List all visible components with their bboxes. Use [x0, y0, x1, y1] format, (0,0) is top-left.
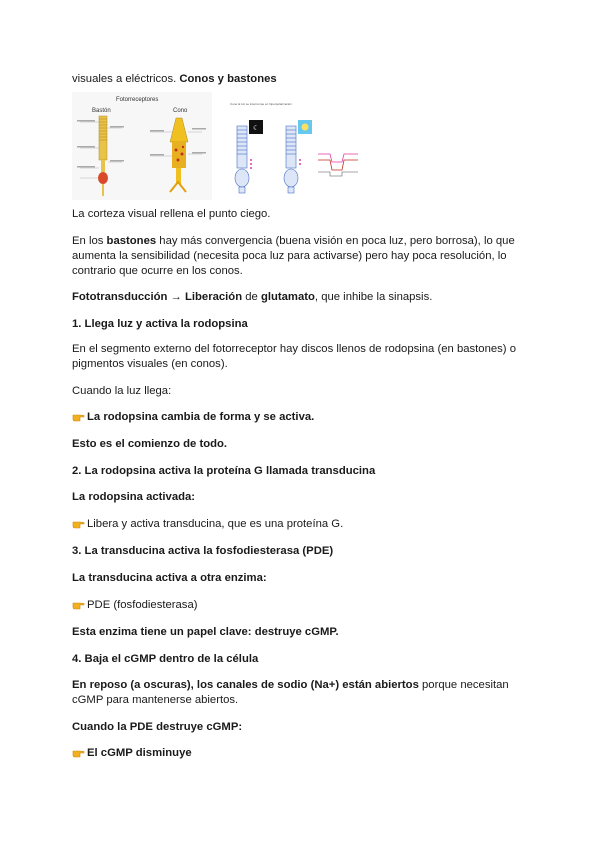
rods-post: hay más convergencia (buena visión en poca luz, pero borrosa), lo que aumenta la sensibilidad (necesita poca luz para activarse) pero hay poca resolución, lo contrario que ocurre en los conos. — [72, 235, 515, 277]
svg-text:☾: ☾ — [253, 124, 260, 132]
when-light-paragraph: Cuando la luz llega: — [72, 385, 172, 397]
rest-paragraph — [72, 678, 528, 708]
rest-post: porque necesitan cGMP para mantenerse abiertos. — [72, 679, 509, 706]
segment-paragraph: En el segmento externo del fotorreceptor hay discos llenos de rodopsina (en bastones) o pigmentos visuales (en conos). — [72, 343, 516, 370]
rods-paragraph — [72, 234, 528, 279]
heading-3-sub: La transducina activa a otra enzima: — [72, 572, 267, 584]
pointing-hand-icon — [72, 517, 87, 532]
rest-bold: En reposo (a oscuras), los canales de sodio (Na+) están abiertos — [72, 679, 419, 691]
heading-4: 4. Baja el cGMP dentro de la célula — [72, 653, 259, 665]
beginning-paragraph: Esto es el comienzo de todo. — [72, 438, 228, 450]
heading-2: 2. La rodopsina activa la proteína G llamada transducina — [72, 465, 376, 477]
heading-3: 3. La transducina activa la fosfodiesterasa (PDE) — [72, 545, 334, 557]
cone-label: Cono — [173, 108, 188, 114]
blind-spot-paragraph: La corteza visual rellena el punto ciego. — [72, 208, 271, 220]
right-panel — [230, 102, 358, 193]
point-rhodopsin-text: La rodopsina cambia de forma y se activa. — [87, 411, 315, 423]
point-cgmp-text: El cGMP disminuye — [87, 747, 192, 759]
rod-label: Bastón — [92, 108, 111, 114]
point-pde — [72, 598, 528, 613]
point-cgmp — [72, 746, 528, 761]
rods-bold: bastones — [106, 235, 157, 247]
pointing-hand-icon — [72, 746, 87, 761]
point-transducin — [72, 517, 528, 532]
photo-text-1: de — [242, 291, 261, 303]
point-pde-text: PDE (fosfodiesterasa) — [87, 599, 198, 611]
heading-1: 1. Llega luz y activa la rodopsina — [72, 318, 248, 330]
voltage-traces — [318, 154, 358, 176]
heading-2-sub: La rodopsina activada: — [72, 491, 196, 503]
photoreceptor-diagram — [72, 92, 372, 200]
rods-pre: En los — [72, 235, 107, 247]
intro-line — [72, 72, 528, 87]
figure-title: Fotorreceptores — [116, 97, 159, 103]
phototransduction-paragraph — [72, 290, 528, 305]
intro-bold: Conos y bastones — [179, 73, 277, 85]
heading-4-sub: Cuando la PDE destruye cGMP: — [72, 721, 243, 733]
pointing-hand-icon — [72, 598, 87, 613]
enzyme-paragraph: Esta enzima tiene un papel clave: destruye cGMP. — [72, 626, 339, 638]
photo-bold-1: Fototransducción → Liberación — [72, 291, 243, 303]
right-caption: Cone la luz se interrumpe en hiperpolarización — [230, 102, 292, 106]
photo-text-2: , que inhibe la sinapsis. — [314, 291, 433, 303]
photo-bold-2: glutamato — [260, 291, 315, 303]
intro-text: visuales a eléctricos. — [72, 73, 180, 85]
photoreceptor-figure — [72, 92, 372, 200]
point-rhodopsin — [72, 410, 528, 425]
point-transducin-text: Libera y activa transducina, que es una proteína G. — [87, 518, 344, 530]
pointing-hand-icon — [72, 410, 87, 425]
